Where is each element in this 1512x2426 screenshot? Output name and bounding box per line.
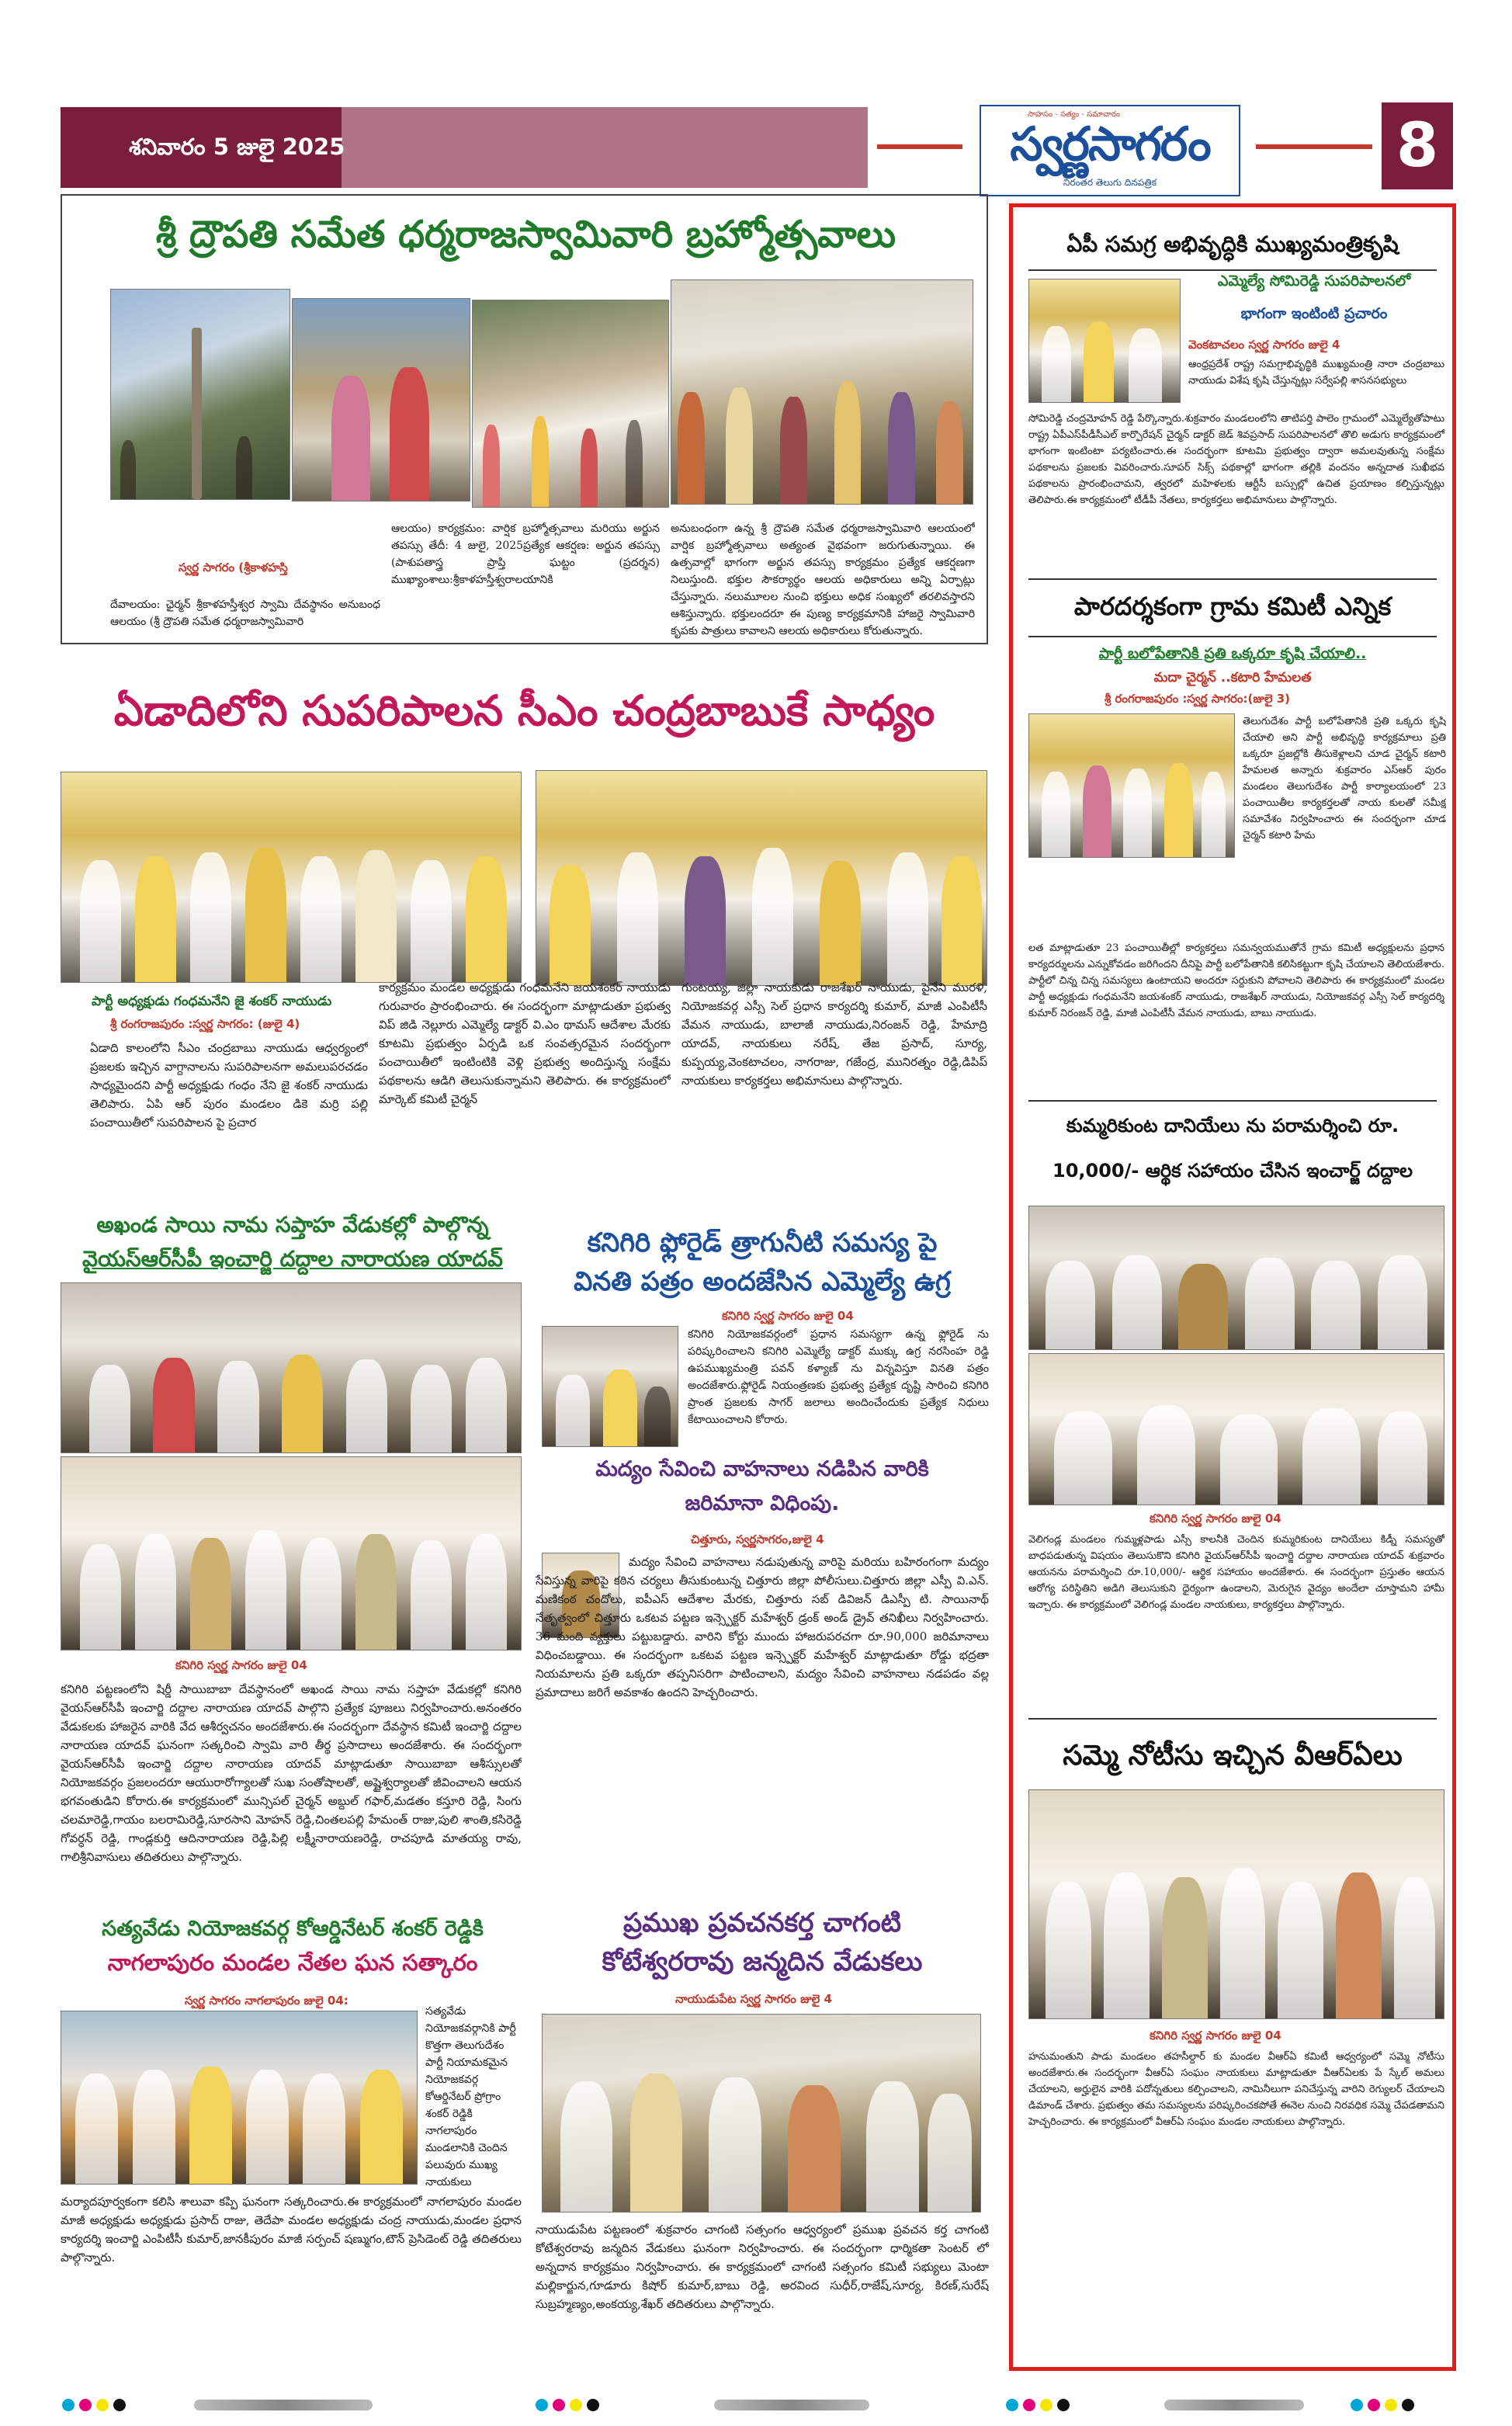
photo-fluoride-petition [542, 1326, 678, 1447]
divider-r5 [1028, 1718, 1437, 1720]
body-suparipalana-col2: కార్యక్రమం మండల అధ్యక్షుడు గంధమనేని జయశంకర్ నాయుడు గురువారం ప్రారంభించారు. ఈ సందర్భంగా మాట్లాడుతూ ప్రభుత్వ విప్ జిడి నెల్లూరు ఎమ్మెల్యే డాక్టర్ వి.ఎం థామస్ ఆదేశాల మేరకు కూటమి ప్రభుత్వం ఏర్పడి ఒక సంవత్సరమైన సందర్భంగా పంచాయితీలో ఇంటింటికి వెళ్లి ప్రభుత్వ అందిస్తున్న సంక్షేమ పథకాలను ఆడిగి తెలుసుకున్నామని తెలిపారు. ఈ కార్యక్రమంలో మార్కెట్ కమిటీ చైర్మన్ [379, 980, 671, 1106]
story-fluoride [536, 1188, 989, 1452]
body-shankar-reddy-side: సత్యవేడు నియోజకవర్గానికి పార్టీ కొత్తగా తెలుగుదేశం పార్టీ నియామకమైన నియోజకవర్గ కోఆర్డినేటర్ ప్రోగ్రాం శంకర్ రెడ్డికి నాగలాపురం మండలానికి చెందిన పలువురు ముఖ్య నాయకులు [425, 2005, 516, 2188]
photo-tdp-meeting-2 [536, 770, 987, 986]
body-suparipalana-col1: ఏడాది కాలంలోని సీఎం చంద్రబాబు నాయుడు ఆధ్వర్యంలో ప్రజలకు ఇచ్చిన వాగ్దానాలను సుపరిపాలనగా అమలుపరచడం సాధ్యమైందని పార్టీ అధ్యక్షుడు గంధం నేని జై శంకర్ నాయుడు తెలిపారు. ఏపి ఆర్ పురం మండలం డికె మర్రి పల్లి పంచాయితీలో సుపరిపాలన పై ప్రచార [90, 1041, 368, 1130]
photo-temple-crowd [472, 300, 669, 508]
body-brahmotsavam-col2: ఆలయం) కార్యక్రమం: వార్షిక బ్రహ్మోత్సవాలు మరియు అర్జున తపస్సు తేదీ: 4 జులై, 2025ప్రత్యేక ఆకర్షణ: అర్జున తపస్సు (పాశుపతాస్త్ర ప్రాప్తి ఘట్టం (ప్రదర్శన) ముఖ్యాంశాలు:శ్రీకాళహస్తీశ్వరాలయానికి [391, 522, 660, 586]
divider-r3 [1028, 636, 1437, 637]
headline-financial-aid-2: 10,000/- ఆర్థిక సహాయం చేసిన ఇంచార్జ్ దద్దాల [1053, 1160, 1413, 1182]
registration-marks-right-1 [1006, 2399, 1070, 2411]
body-fluoride: కనిగిరి నియోజకవర్గంలో ప్రధాన సమస్యగా ఉన్న ఫ్లోరైడ్ ను పరిష్కరించాలని కనిగిరి ఎమ్మెల్యే డాక్టర్ ముక్కు ఉగ్ర నరసింహ రెడ్డి ఉపముఖ్యమంత్రి పవన్ కళ్యాణ్ ను విన్నవిస్తూ వినతి పత్రం అందజేశారు.ఫ్లోరైడ్ నియంత్రణకు ప్రభుత్వ ప్రత్యేక దృష్టి సారించి కనిగిరి ప్రాంత ప్రజలకు సాగర్ జలాలు అందించేందుకు ప్రత్యేక నిధులు కేటాయించాలని కోరారు. [688, 1328, 989, 1426]
dateline-shankar-reddy: స్వర్ణ సాగరం నాగలాపురం జులై 04: [185, 1994, 349, 2008]
story-shankar-reddy [61, 1911, 525, 2377]
paper-name: స్వర్ణసాగరం [1010, 117, 1210, 172]
headline-fluoride-2: వినతి పత్రం అందజేసిన ఎమ్మెల్యే ఉగ్ర [574, 1266, 951, 1297]
body-financial-aid: వెలిగండ్ల మండలం గుమ్మళ్లపాడు ఎస్సీ కాలనీకి చెందిన కుమ్మరికుంట దానియేలు కిడ్నీ సమస్యతో బాధపడుతున్న విషయం తెలుసుకొని కనిగిరి వైయస్ఆర్‌సీపీ ఇంచార్జి దద్దాల నారాయణ యాదవ్ శుక్రవారం ఆయనను పరామర్శించి రూ.10,000/- ఆర్థిక సహాయం అందజేశారు. ఈ సందర్భంగా ప్రస్తుతం ఆయన ఆరోగ్య పరిస్థితిని అడిగి తెలుసుకుని ధైర్యంగా ఉండాలని, మెరుగైన వైద్యం అందేలా చూస్తామని హామీ ఇచ్చారు. ఈ కార్యక్రమంలో వెలిగండ్ల మండల నాయకులు, కార్యకర్తలు పాల్గొన్నారు. [1028, 1534, 1444, 1611]
dateline-brahmotsavam: స్వర్ణ సాగరం (శ్రీకాళహస్తి [179, 561, 288, 574]
photo-devotees [671, 279, 973, 505]
body-sai-saptaham: కనిగిరి పట్టణంలోని షిర్డీ సాయిబాబా దేవస్థానంలో అఖండ సాయి నామ సప్తాహ వేడుకల్లో కనిగిరి వైయస్ఆర్‌సీపీ ఇంచార్జి దద్దాల నారాయణ యాదవ్ పాల్గొని ప్రత్యేక పూజలు నిర్వహించారు.అనంతరం వేడుకలకు హాజరైన వారికి వేద ఆశీర్వచనం అందజేశారు.ఈ సందర్భంగా దేవస్థాన కమిటీ ఇంచార్జి దద్దాల నారాయణ యాదవ్ ఘనంగా సత్కరించి స్వామి వారి తీర్థ ప్రసాదాలు అందజేశారు. ఈ సందర్భంగా వైయస్ఆర్‌సీపీ ఇంచార్జి దద్దాల నారాయణ యాదవ్ మాట్లాడుతూ సాయిబాబా ఆశీస్సులతో నియోజకవర్గం ప్రజలందరూ ఆయురారోగ్యాలతో సుఖ సంతోషాలతో, అష్టైశ్వర్యాలతో జీవించాలని ఆయన భగవంతుడిని కోరారు.ఈ కార్యక్రమంలో మున్సిపల్ చైర్మన్ అబ్దుల్ గఫార్,మడతం కస్తూరి రెడ్డి, సింగు చలమారెడ్డి,గాయం బలరామిరెడ్డి,సూరసాని మోహన్ రెడ్డి,చింతలపల్లి హేమంత్ రాజు,పులి శాంతి,కసిరెడ్డి గోవర్ధన్ రెడ్డి, గాండ్లకుర్తి ఆదినారాయణ రెడ్డి,పిల్లి లక్ష్మీనారాయణరెడ్డి, రాచపూడి మాతయ్య రావు, గాలిశ్రీనివాసులు తదితరులు పాల్గొన్నారు. [61, 1682, 522, 1864]
registration-marks-left [62, 2399, 126, 2411]
paper-logo [980, 105, 1240, 196]
body-ap-side: ఆంధ్రప్రదేశ్ రాష్ట్ర సమగ్రాభివృద్ధికి ముఖ్యమంత్రి నారా చంద్రబాబు నాయుడు విశేష కృషి చేస్తున్నట్లు సర్వేపల్లి శాసనసభ్యులు [1188, 359, 1444, 387]
right-column [1009, 203, 1456, 2371]
headline-drunk-driving-1: మద్యం సేవించి వాహనాలు నడిపిన వారికి [595, 1457, 929, 1481]
masthead [0, 0, 1512, 210]
headline-vra-strike: సమ్మె నోటీసు ఇచ్చిన వీఆర్ఏలు [1063, 1740, 1403, 1772]
story-chaganti [536, 1891, 989, 2372]
body-village: లత మాట్లాడుతూ 23 పంచాయితీల్లో కార్యకర్తలు సమన్వయముతోనే గ్రామ కమిటీ అధ్యక్షులను ప్రధాన కార్యదర్శులను ఎన్నుకోవడం జరిగిందని దీనిపై పార్టీ బలోపేతానికి కలిసికట్టుగా కృషి చేయాలని తెలియజేశారు. పార్టీలో చిన్న చిన్న సమస్యలు ఉంటాయని అందరూ సర్దుకుని పోవాలని తెలిపారు ఈ కార్యక్రమంలో మండల పార్టీ అధ్యక్షుడు గంధమనేని జయశంకర్ నాయుడు, రాజశేఖర్ నాయుడు, నియోజకవర్గ ఎస్సీ సెల్ కార్యదర్శి కుమార్ నిరంజన్ రెడ్డి, మాజీ ఎంపిటీసీ వేమన నాయుడు, బాబు నాయుడు. [1028, 942, 1444, 1019]
dateline-financial-aid: కనిగిరి స్వర్ణ సాగరం జులై 04 [1150, 1511, 1281, 1525]
dateline-vra: కనిగిరి స్వర్ణ సాగరం జులై 04 [1150, 2029, 1281, 2042]
edition-date: శనివారం 5 జులై 2025 [129, 134, 345, 160]
page-number: 8 [1396, 111, 1439, 181]
headline-drunk-driving-2: జరిమానా విధింపు. [685, 1491, 840, 1515]
body-brahmotsavam-col1: దేవాలయం: ఛైర్మన్ శ్రీకాళహస్తీశ్వర స్వామి దేవస్థానం అనుబంధ ఆలయం (శ్రీ ద్రౌపతి సమేత ధర్మరాజస్వామివారి [110, 599, 380, 628]
subhead-ap-1: ఎమ్మెల్యే సోమిరెడ్డి సుపరిపాలనలో [1217, 272, 1411, 290]
headline-chaganti-2: కోటేశ్వరరావు జన్మదిన వేడుకలు [602, 1946, 923, 1977]
body-drunk-driving: మద్యం సేవించి వాహనాలు నడుపుతున్న వారిపై మరియు బహిరంగంగా మద్యం సేవిస్తున్న వారిపై కఠిన చర్యలు తీసుకుంటున్న చిత్తూరు జిల్లా పోలీసులు.చిత్తూరు జిల్లా ఎస్పీ వి.ఎన్. మణికంఠ చందోలు, ఐపీఎస్ ఆదేశాల మేరకు, చిత్తూరు సబ్ డివిజన్ డిఎస్పీ టి. సాయినాథ్ నేతృత్వంలో చిత్తూరు ఒకటవ పట్టణ ఇన్స్పెక్టర్ మహేశ్వర్ డ్రంక్ అండ్ డ్రైవ్ తనిఖీలు నిర్వహించారు. 36 మంది వ్యక్తులు పట్టుబడ్డారు. వారిని కోర్టు ముందు హాజరుపరచగా రూ.90,000 జరిమానాలు విధించబడ్డాయి. ఈ సందర్భంగా ఒకటవ పట్టణ ఇన్స్పెక్టర్ మహేశ్వర్ మాట్లాడుతూ రోడ్డు భద్రతా నియమాలను ప్రతి ఒక్కరూ తప్పనిసరిగా పాటించాలని, మద్యం సేవించి వాహనాలు నడపడం వల్ల ప్రమాదాలు జరిగే అవకాశం ఉందని హెచ్చరించారు. [536, 1555, 989, 1699]
story-brahmotsavam [61, 194, 988, 644]
subhead-village-2: మదా చైర్మన్ ..కటారి హేమలత [1153, 670, 1312, 685]
subhead-village-1: పార్టీ బలోపేతానికి ప్రతి ఒక్కరూ కృషి చేయాలి.. [1098, 645, 1367, 662]
divider-r2 [1028, 578, 1437, 580]
body-village-side: తెలుగుదేశం పార్టీ బలోపేతానికి ప్రతి ఒక్కరు కృషి చేయాలి అని పార్టీ అభివృద్ధి కార్యక్రమాలు ప్రతి ఒక్కరూ ప్రజల్లోకి తీసుకెళ్లాలని చూడ చైర్మన్ కటారి హేమలత అన్నారు శుక్రవారం ఎస్ఆర్ పురం మండలం తెలుగుదేశం పార్టీ కార్యాలయంలో 23 పంచాయితీల కార్యకర్తలతో నాయ కులతో సమీక్ష సమావేశం నిర్వహించారు ఈ సందర్భంగా చూడ చైర్మన్ కటారి హేమ [1243, 716, 1446, 842]
body-ap: సోమిరెడ్డి చంద్రమోహన్ రెడ్డి పేర్కొన్నారు.శుక్రవారం మండలంలోని తాటిపర్తి పాలెం గ్రామంలో ఎమ్మెల్యేతోపాటు రాష్ట్ర ఏపీఎస్‌పీడీసీఎల్ కార్పొరేషన్ చైర్మన్ డాక్టర్ జెడ్ శివప్రసాద్‌ సుపరిపాలనలో తొలి అడుగు కార్యక్రమంలో భాగంగా ఇంటింటా పర్యటించారు.ఈ సందర్భంగా కూటమి ప్రభుత్వం ద్వారా అమలవుతున్న సంక్షేమ పథకాలను ప్రజలకు వివరించారు.సూపర్ సిక్స్ పథకాల్లో భాగంగా తల్లికి వందనం అన్నదాత సుఖీభవ పథకాలను ప్రారంభించామని, త్వరలో మహిళలకు ఆర్టీసీ బస్సుల్లో ఉచిత ప్రయాణం కల్పిస్తున్నట్లు తెలిపారు.ఈ కార్యక్రమంలో టీడీపీ నేతలు, కార్యకర్తలు అభిమానులు పాల్గొన్నారు. [1028, 413, 1444, 506]
photo-arjuna-tapasu [292, 298, 470, 502]
headline-village-committee: పారదర్శకంగా గ్రామ కమిటీ ఎన్నిక [1073, 592, 1392, 621]
headline-sai-saptaham-1: అఖండ సాయి నామ సప్తాహ వేడుకల్లో పాల్గొన్న [96, 1212, 489, 1237]
dateline-fluoride: కనిగిరి స్వర్ణ సాగరం జులై 04 [722, 1309, 854, 1323]
photo-tdp-meeting-1 [61, 772, 522, 983]
photo-sai-temple-2 [61, 1456, 522, 1650]
headline-chaganti-1: ప్రముఖ ప్రవచనకర్త చాగంటి [622, 1907, 902, 1938]
dateline-drunk-driving: చిత్తూరు, స్వర్ణసాగరం,జులై 4 [691, 1532, 824, 1546]
masthead-rule-left [877, 144, 962, 149]
date-banner-accent [342, 107, 868, 188]
registration-marks-right-2 [1351, 2399, 1414, 2411]
paper-tagline: నిరంతర తెలుగు దినపత్రిక [1063, 177, 1157, 188]
page-number-box [1382, 102, 1453, 189]
paper-top-note: సాహసం - సత్యం - సమాచారం [1028, 110, 1121, 119]
photo-dhwajam [110, 289, 290, 500]
story-drunk-driving [536, 1456, 989, 1891]
headline-suparipalana: ఏడాదిలోని సుపరిపాలన సీఎం చంద్రబాబుకే సాధ్యం [113, 686, 935, 735]
body-vra: హనుమంతుని పాడు మండలం తహసీల్దార్ కు మండల వీఆర్ఏ కమిటీ ఆధ్వర్యంలో సమ్మె నోటీసు అందజేశారు.ఈ సందర్భంగా వీఆర్ఏ సంఘం నాయకులు మాట్లాడుతూ వీఆర్ఏలకు పే స్కేల్ అమలు చేయాలని, అర్హులైన వారికి పదోన్నతులు కల్పించాలని, నామినీలుగా పనిచేస్తున్న వారిని రెగ్యులర్ చేయాలని డిమాండ్ చేశారు. ప్రభుత్వం తమ సమస్యలను పరిష్కరించకపోతే ఈనెల నుంచి నిరవధిక సమ్మె చేపడతామని హెచ్చరించారు. ఈ కార్యక్రమంలో వీఆర్ఏ సంఘం మండల నాయకులు పాల్గొన్నారు. [1028, 2051, 1444, 2128]
photo-financial-aid-1 [1028, 1206, 1444, 1350]
photo-shankar-reddy [61, 2011, 418, 2185]
story-suparipalana [61, 661, 988, 1189]
photo-vra-strike [1028, 1789, 1444, 2019]
subhead-ap-2: భాగంగా ఇంటింటి ప్రచారం [1240, 305, 1388, 322]
headline-shankar-reddy-2: నాగలాపురం మండల నేతల ఘన సత్కారం [107, 1949, 478, 1976]
dateline-chaganti: నాయుడుపేట స్వర్ణ సాగరం జులై 4 [675, 1992, 832, 2006]
photo-sai-temple-1 [61, 1282, 522, 1453]
headline-brahmotsavam: శ్రీ ద్రౌపతి సమేత ధర్మరాజస్వామివారి బ్రహ్మోత్సవాలు [155, 213, 896, 256]
headline-fluoride-1: కనిగిరి ఫ్లోరైడ్ త్రాగునీటి సమస్య పై [587, 1227, 938, 1258]
story-sai-saptaham [61, 1188, 525, 1910]
registration-marks-center [536, 2399, 599, 2411]
photo-somireddy [1028, 279, 1181, 403]
headline-shankar-reddy-1: సత్యవేడు నియోజకవర్గ కోఆర్డినేటర్ శంకర్ రెడ్డికి [102, 1917, 484, 1941]
photo-village-committee [1028, 713, 1235, 858]
dateline-ap: వెంకటాచలం స్వర్ణ సాగరం జులై 4 [1188, 338, 1340, 352]
divider-r4 [1028, 1100, 1437, 1102]
body-brahmotsavam-col3: అనుబంధంగా ఉన్న శ్రీ ద్రౌపతి సమేత ధర్మరాజస్వామివారి ఆలయంలో వార్షిక బ్రహ్మోత్సవాలు అత్యంత వైభవంగా జరుగుతున్నాయి. ఈ ఉత్సవాల్లో భాగంగా అర్జున తపస్సు కార్యక్రమం ప్రత్యేక ఆకర్షణగా నిలుస్తుంది. భక్తుల సౌకర్యార్థం ఆలయ అధికారులు అన్ని ఏర్పాట్లు చేస్తున్నారు. నలుమూలల నుంచి భక్తులు అధిక సంఖ్యలో తరలివస్తారని ఆశిస్తున్నారు. భక్తులందరూ ఈ పుణ్య కార్యక్రమానికి హాజరై స్వామివారి కృపకు పాత్రులు కావాలని ఆలయ అధికారులు కోరుతున్నారు. [671, 522, 975, 637]
headline-ap-development: ఏపీ సమగ్ర అభివృద్ధికి ముఖ్యమంత్రికృషి [1066, 231, 1399, 257]
dateline-suparipalana: శ్రీ రంగరాజపురం :స్వర్ణ సాగరం: (జులై 4) [110, 1017, 300, 1031]
headline-financial-aid-1: కుమ్మరికుంట దానియేలు ను పరామర్శించి రూ. [1066, 1115, 1399, 1137]
dateline-sai-saptaham: కనిగిరి స్వర్ణ సాగరం జులై 04 [175, 1658, 307, 1672]
registration-bar-left [194, 2400, 373, 2410]
caption-suparipalana: పార్టీ అధ్యక్షుడు గంధమనేని జై శంకర్ నాయుడు [92, 994, 332, 1009]
registration-bar-center [714, 2400, 869, 2410]
divider-r1 [1028, 269, 1437, 271]
photo-chaganti-birthday [542, 2014, 981, 2213]
registration-bar-right [1164, 2400, 1304, 2410]
body-suparipalana-col3: గుంటయ్య, జిల్లా నాయకుడు రాజశేఖర్ నాయుడు, పైనేని మురళి, నియోజకవర్గ ఎస్సీ సెల్ ప్రధాన కార్యదర్శి కుమార్, మాజీ ఎంపిటీసీ వేమన నాయుడు, బాలాజీ నాయుడు,నిరంజన్ రెడ్డి, హేమాద్రి యాదవ్, నాయకులు నరేష్, తేజ ప్రసాద్, సూర్య, కుప్పయ్య,వెంకటాచలం, నాగరాజు, గజేంద్ర, మునిరత్నం రెడ్డి,డిపిప్ నాయకులు కార్యకర్తలు అభిమానులు పాల్గొన్నారు. [681, 980, 987, 1088]
body-shankar-reddy: మర్యాదపూర్వకంగా కలిసి శాలువా కప్పి ఘనంగా సత్కరించారు.ఈ కార్యక్రమంలో నాగలాపురం మండల మాజీ అధ్యక్షుడు అధ్యక్షుడు ప్రసాద్ రాజు, తెదేపా మండల అధ్యక్షుడు చంద్ర నాయుడు,మండల ప్రధాన కార్యదర్శి ఇంచార్జి ఎంపిటీసీ కుమార్,జానకీపురం మాజీ సర్పంచ్ షణ్ముగం,టౌన్ ప్రెసిడెంట్ రెడ్డి తదితరులు పాల్గొన్నారు. [61, 2195, 522, 2265]
headline-sai-saptaham-2: వైయస్ఆర్‌సీపీ ఇంచార్జి దద్దాల నారాయణ యాదవ్ [82, 1246, 503, 1272]
photo-financial-aid-2 [1028, 1353, 1444, 1505]
masthead-rule-right [1256, 144, 1372, 149]
body-chaganti: నాయుడుపేట పట్టణంలో శుక్రవారం చాగంటి సత్సంగం ఆధ్వర్యంలో ప్రముఖ ప్రవచన కర్త చాగంటి కోటేశ్వరరావు జన్మదిన వేడుకలు ఘనంగా నిర్వహించారు. ఈ సందర్భంగా ధార్మికతా సెంటర్ లో అన్నదాన కార్యక్రమం నిర్వహించారు. ఈ కార్యక్రమంలో చాగంటి సత్సంగం కమిటీ సభ్యులు మెంటా మల్లికార్జున,గూడూరు కిషోర్ కుమార్,బాబు రెడ్డి, అరవింద సుధీర్,రాజేష్,సూర్య, కిరణ్,సురేష్ సుబ్రహ్మణ్యం,అంకయ్య,శేఖర్ తదితరులు పాల్గొన్నారు. [536, 2223, 989, 2311]
dateline-village: శ్రీ రంగరాజపురం :స్వర్ణ సాగరం:(జులై 3) [1105, 692, 1291, 706]
